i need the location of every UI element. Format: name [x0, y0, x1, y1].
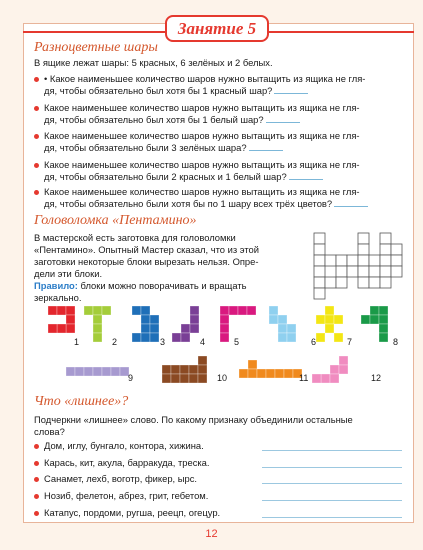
pentomino-cell: [334, 333, 343, 342]
odd-one-intro-2: слова?: [34, 426, 65, 437]
piece-number: 5: [234, 337, 240, 347]
pentomino-rule-2: зеркально.: [34, 292, 82, 303]
piece-number: 9: [128, 373, 134, 383]
grid-cell: [391, 244, 402, 255]
pentomino-line-2: «Пентамино». Опытный Мастер сказал, что из этой: [34, 244, 259, 255]
answer-line[interactable]: [262, 517, 402, 518]
piece-number: 10: [217, 373, 228, 383]
piece-number: 7: [347, 337, 353, 347]
pentomino-cell: [93, 333, 102, 342]
pentomino-line-3: заготовки некоторые блоки вырезать нельзя. Опре-: [34, 256, 259, 267]
grid-cell: [369, 255, 380, 266]
item-bullet: [34, 444, 39, 449]
pentomino-blank-grid: [313, 232, 409, 302]
answer-blank[interactable]: [266, 122, 300, 123]
pentomino-cell: [339, 356, 348, 365]
odd-one-item[interactable]: Санамет, лехб, воготр, фикер, ырс.: [44, 473, 197, 484]
grid-cell: [380, 266, 391, 277]
grid-cell: [347, 266, 358, 277]
pentomino-cell: [190, 306, 199, 315]
pentomino-cell: [198, 374, 207, 383]
pentomino-cell: [248, 360, 257, 369]
pentomino-line-4: дели эти блоки.: [34, 268, 103, 279]
lesson-title: Занятие 5: [177, 18, 257, 38]
piece-number: 6: [311, 337, 317, 347]
pentomino-cell: [162, 374, 171, 383]
section-heading-balls: Разноцветные шары: [34, 40, 158, 55]
odd-one-item[interactable]: Нозиб, фелетон, абрез, грит, гебетом.: [44, 490, 209, 501]
question-text: дя, чтобы обязательно был хотя бы 1 белый шар?: [44, 114, 264, 125]
pentomino-cell: [339, 365, 348, 374]
question-line: Какое наименьшее количество шаров нужно вытащить из ящика не гля-: [44, 186, 360, 197]
grid-cell: [314, 244, 325, 255]
grid-cell: [336, 266, 347, 277]
grid-cell: [369, 277, 380, 288]
grid-cell: [314, 233, 325, 244]
pentomino-cell: [141, 333, 150, 342]
odd-one-item[interactable]: Карась, кит, акула, барракуда, треска.: [44, 457, 210, 468]
answer-blank[interactable]: [334, 206, 368, 207]
grid-cell: [358, 266, 369, 277]
answer-line[interactable]: [262, 450, 402, 451]
answer-blank[interactable]: [274, 93, 308, 94]
pentomino-cell: [275, 369, 284, 378]
pentomino-cell: [75, 367, 84, 376]
pentomino-cell: [325, 324, 334, 333]
grid-cell: [391, 255, 402, 266]
pentomino-cell: [132, 306, 141, 315]
pentomino-cell: [220, 315, 229, 324]
piece-number: 3: [160, 337, 166, 347]
pentomino-cell: [189, 374, 198, 383]
pentomino-cell: [269, 315, 278, 324]
pentomino-cell: [278, 324, 287, 333]
pentomino-cell: [132, 333, 141, 342]
grid-cell: [314, 255, 325, 266]
piece-number: 11: [299, 373, 309, 383]
pentomino-cell: [172, 333, 181, 342]
section-heading-pentomino: Головоломка «Пентамино»: [34, 213, 197, 228]
piece-number: 1: [74, 337, 80, 347]
pentomino-cell: [84, 306, 93, 315]
item-bullet: [34, 511, 39, 516]
piece-number: 2: [112, 337, 118, 347]
question-line: [44, 171, 323, 183]
pentomino-cell: [321, 374, 330, 383]
pentomino-cell: [93, 306, 102, 315]
question-line: [44, 198, 368, 210]
section-heading-odd-one: Что «лишнее»?: [34, 394, 129, 409]
grid-cell: [336, 277, 347, 288]
pentomino-cell: [66, 306, 75, 315]
pentomino-cell: [325, 315, 334, 324]
pentomino-cell: [330, 365, 339, 374]
pentomino-cell: [171, 374, 180, 383]
pentomino-cell: [198, 356, 207, 365]
pentomino-cell: [57, 324, 66, 333]
question-text: дя, чтобы обязательно были хотя бы по 1 шару всех трёх цветов?: [44, 198, 333, 209]
answer-line[interactable]: [262, 500, 402, 501]
pentomino-cell: [220, 306, 229, 315]
pentomino-cell: [93, 315, 102, 324]
pentomino-rule: [34, 280, 247, 292]
pentomino-cell: [198, 365, 207, 374]
pentomino-cell: [190, 324, 199, 333]
pentomino-cell: [141, 306, 150, 315]
grid-cell: [358, 233, 369, 244]
pentomino-cell: [141, 315, 150, 324]
pentomino-cell: [180, 365, 189, 374]
lesson-title-badge: [165, 15, 269, 42]
odd-one-item[interactable]: Катапус, пордоми, ругша, реецп, огецур.: [44, 507, 221, 518]
pentomino-cell: [239, 369, 248, 378]
pentomino-cell: [379, 306, 388, 315]
pentomino-cell: [162, 365, 171, 374]
question-line: [44, 85, 308, 97]
question-line: Какое наименьшее количество шаров нужно вытащить из ящика не гля-: [44, 102, 360, 113]
question-text: дя, чтобы обязательно были 3 зелёных шара?: [44, 142, 247, 153]
question-line: [44, 142, 283, 154]
rule-label: Правило:: [34, 280, 78, 291]
question-line: [44, 114, 300, 126]
grid-cell: [380, 244, 391, 255]
item-bullet: [34, 494, 39, 499]
answer-line[interactable]: [262, 467, 402, 468]
answer-blank[interactable]: [289, 179, 323, 180]
grid-cell: [314, 277, 325, 288]
grid-cell: [380, 233, 391, 244]
grid-cell: [325, 255, 336, 266]
answer-line[interactable]: [262, 483, 402, 484]
pentomino-cell: [248, 369, 257, 378]
answer-blank[interactable]: [249, 150, 283, 151]
pentomino-cell: [379, 324, 388, 333]
question-line: Какое наименьшее количество шаров нужно вытащить из ящика не гля-: [44, 159, 360, 170]
odd-one-intro-1: Подчеркни «лишнее» слово. По какому признаку объединили остальные: [34, 414, 353, 425]
pentomino-cell: [220, 324, 229, 333]
pentomino-cell: [220, 333, 229, 342]
grid-cell: [336, 255, 347, 266]
pentomino-cell: [57, 306, 66, 315]
question-bullet: [34, 163, 39, 168]
pentomino-cell: [312, 374, 321, 383]
pentomino-cell: [278, 333, 287, 342]
pentomino-cell: [284, 369, 293, 378]
pentomino-cell: [48, 324, 57, 333]
pentomino-cell: [171, 365, 180, 374]
pentomino-cell: [181, 324, 190, 333]
pentomino-cell: [325, 306, 334, 315]
grid-cell: [358, 255, 369, 266]
piece-number: 4: [200, 337, 206, 347]
pentomino-cell: [316, 315, 325, 324]
balls-intro: В ящике лежат шары: 5 красных, 6 зелёных и 2 белых.: [34, 57, 273, 68]
pentomino-cell: [316, 333, 325, 342]
grid-cell: [380, 255, 391, 266]
grid-cell: [391, 266, 402, 277]
pentomino-cell: [150, 315, 159, 324]
pentomino-cell: [102, 306, 111, 315]
pentomino-cell: [150, 324, 159, 333]
pentomino-cell: [150, 333, 159, 342]
pentomino-cell: [287, 333, 296, 342]
pentomino-cell: [180, 374, 189, 383]
pentomino-pieces: [44, 304, 394, 384]
pentomino-cell: [266, 369, 275, 378]
pentomino-cell: [229, 306, 238, 315]
grid-cell: [358, 244, 369, 255]
pentomino-cell: [370, 306, 379, 315]
pentomino-cell: [330, 374, 339, 383]
question-bullet: [34, 134, 39, 139]
item-bullet: [34, 461, 39, 466]
question-bullet: [34, 77, 39, 82]
pentomino-cell: [48, 306, 57, 315]
grid-cell: [314, 288, 325, 299]
pentomino-cell: [257, 369, 266, 378]
pentomino-cell: [141, 324, 150, 333]
pentomino-cell: [287, 324, 296, 333]
pentomino-cell: [379, 333, 388, 342]
question-line: Какое наименьшее количество шаров нужно вытащить из ящика не гля-: [44, 130, 360, 141]
pentomino-cell: [111, 367, 120, 376]
grid-cell: [358, 277, 369, 288]
pentomino-cell: [278, 315, 287, 324]
pentomino-cell: [66, 367, 75, 376]
pentomino-cell: [379, 315, 388, 324]
grid-cell: [347, 255, 358, 266]
pentomino-cell: [66, 324, 75, 333]
pentomino-cell: [238, 306, 247, 315]
page-number: 12: [205, 528, 218, 540]
piece-number: 8: [393, 337, 399, 347]
item-bullet: [34, 477, 39, 482]
pentomino-cell: [361, 315, 370, 324]
piece-number: 12: [371, 373, 382, 383]
pentomino-cell: [84, 367, 93, 376]
question-text: дя, чтобы обязательно были 2 красных и 1 белый шар?: [44, 171, 287, 182]
pentomino-cell: [93, 367, 102, 376]
grid-cell: [380, 277, 391, 288]
pentomino-cell: [66, 315, 75, 324]
pentomino-cell: [334, 315, 343, 324]
pentomino-cell: [93, 324, 102, 333]
pentomino-cell: [190, 315, 199, 324]
pentomino-line-1: В мастерской есть заготовка для головоломки: [34, 232, 236, 243]
grid-cell: [314, 266, 325, 277]
question-bullet: [34, 190, 39, 195]
pentomino-cell: [269, 306, 278, 315]
pentomino-cell: [102, 367, 111, 376]
grid-cell: [369, 266, 380, 277]
pentomino-cell: [247, 306, 256, 315]
pentomino-cell: [370, 315, 379, 324]
question-line: • Какое наименьшее количество шаров нужно вытащить из ящика не гля-: [44, 73, 366, 84]
rule-text: блоки можно поворачивать и вращать: [77, 280, 247, 291]
question-text: дя, чтобы обязательно был хотя бы 1 красный шар?: [44, 85, 273, 96]
pentomino-cell: [189, 365, 198, 374]
odd-one-item[interactable]: Дом, иглу, бунгало, контора, хижина.: [44, 440, 204, 451]
question-bullet: [34, 106, 39, 111]
pentomino-cell: [181, 333, 190, 342]
grid-cell: [325, 277, 336, 288]
